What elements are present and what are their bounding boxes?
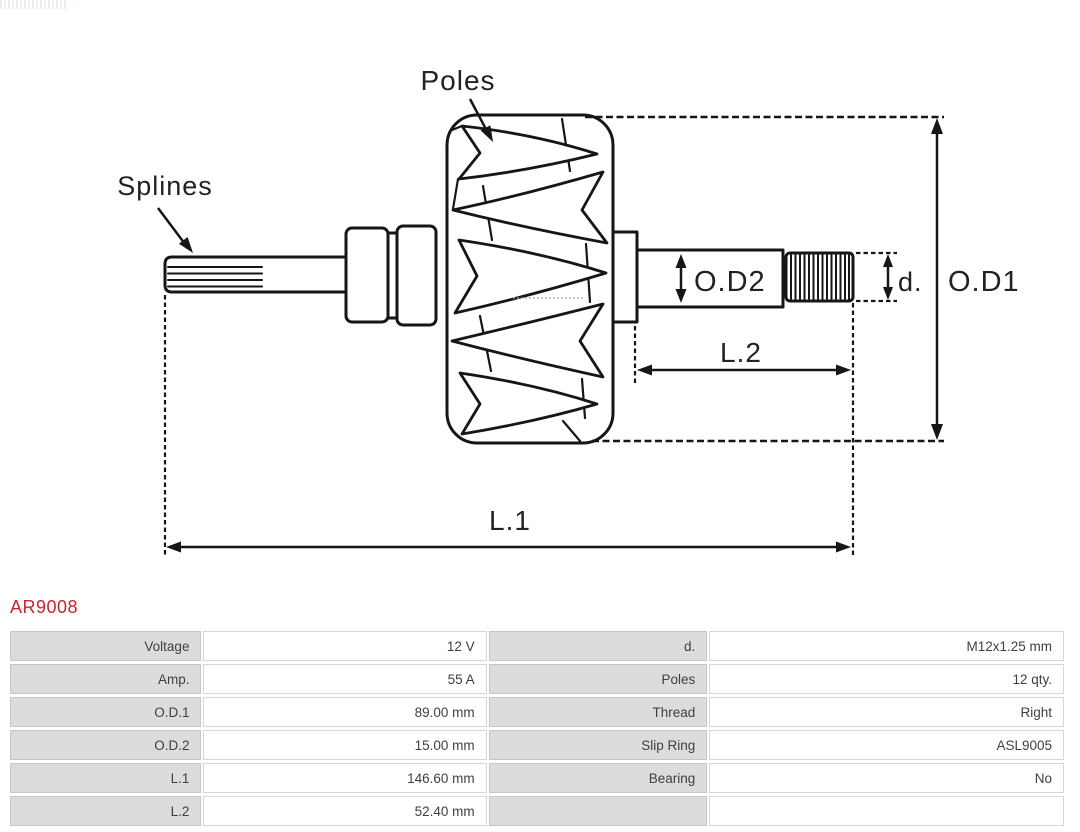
spec-value-cell: M12x1.25 mm [709, 631, 1064, 661]
spec-label-cell: L.1 [10, 763, 201, 793]
spec-label-cell [489, 796, 708, 826]
spec-row [10, 697, 1064, 727]
spec-row [10, 796, 1064, 826]
spec-row [10, 631, 1064, 661]
dim-d [856, 253, 923, 301]
spec-label-cell: Voltage [10, 631, 201, 661]
spec-value-cell: Right [709, 697, 1064, 727]
part-number: AR9008 [10, 597, 79, 617]
threaded-end [786, 253, 853, 301]
splines-label: Splines [117, 171, 213, 201]
l1-dim-label: L.1 [489, 505, 531, 536]
rotor-body [447, 115, 613, 443]
spec-value-cell: ASL9005 [709, 730, 1064, 760]
spec-table [8, 628, 1066, 829]
spec-row [10, 730, 1064, 760]
spec-label-cell: Amp. [10, 664, 201, 694]
spec-value-cell: 12 qty. [709, 664, 1064, 694]
shaft-collars [346, 226, 436, 325]
splines-callout [117, 171, 213, 253]
od2-dim-label: O.D2 [694, 266, 766, 298]
spec-value-cell: 12 V [203, 631, 486, 661]
spec-label-cell: Slip Ring [489, 730, 708, 760]
spec-label-cell: d. [489, 631, 708, 661]
splined-shaft [165, 257, 347, 292]
od1-dim-label: O.D1 [948, 266, 1020, 298]
spec-label-cell: O.D.1 [10, 697, 201, 727]
spec-value-cell: 55 A [203, 664, 486, 694]
l2-dim-label: L.2 [720, 337, 762, 368]
spec-label-cell: L.2 [10, 796, 201, 826]
spec-value-cell [709, 796, 1064, 826]
spec-value-cell: No [709, 763, 1064, 793]
spec-row [10, 763, 1064, 793]
spec-value-cell: 52.40 mm [203, 796, 486, 826]
spec-label-cell: Poles [489, 664, 708, 694]
spec-label-cell: Thread [489, 697, 708, 727]
spec-label-cell: Bearing [489, 763, 708, 793]
spec-value-cell: 89.00 mm [203, 697, 486, 727]
poles-label: Poles [420, 65, 496, 96]
spec-value-cell: 146.60 mm [203, 763, 486, 793]
spec-value-cell: 15.00 mm [203, 730, 486, 760]
spec-row [10, 664, 1064, 694]
d-dim-label: d. [898, 267, 923, 297]
dim-l2 [635, 303, 853, 556]
spec-label-cell: O.D.2 [10, 730, 201, 760]
